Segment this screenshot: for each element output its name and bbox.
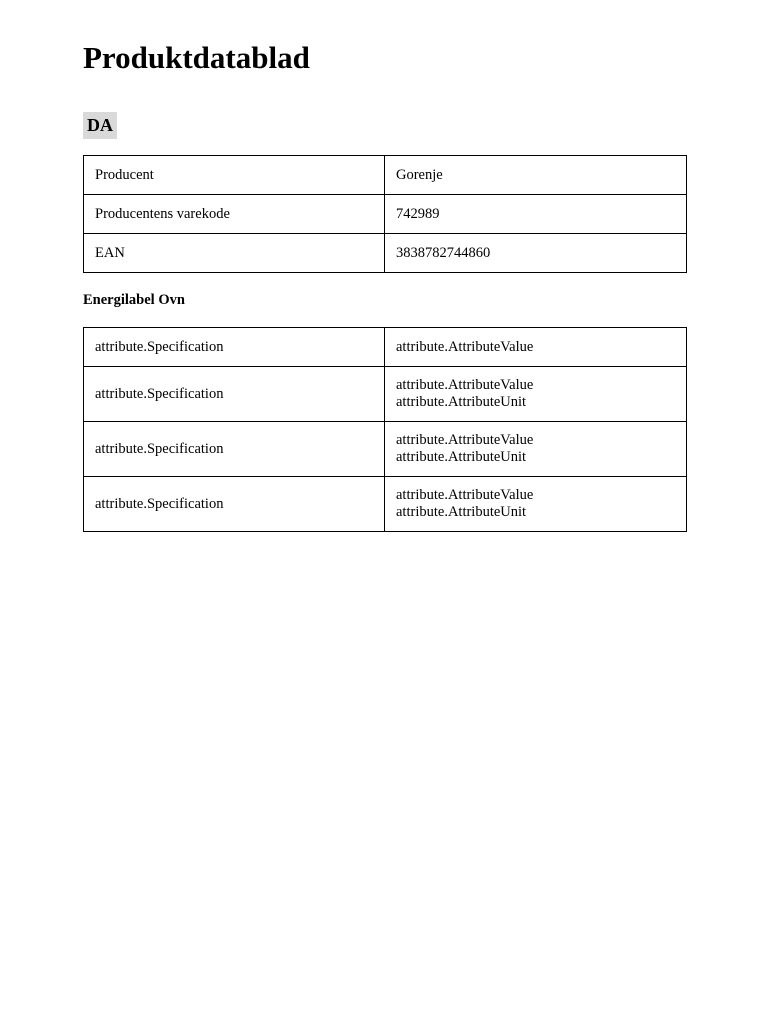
ean-label: EAN xyxy=(84,234,385,273)
specification-cell: attribute.Specification xyxy=(84,422,385,477)
specification-cell: attribute.Specification xyxy=(84,367,385,422)
page-title: Produktdatablad xyxy=(83,40,310,75)
table-row xyxy=(84,477,687,532)
value-cell xyxy=(385,367,687,422)
attribute-value: attribute.AttributeValue xyxy=(396,377,534,393)
value-cell xyxy=(385,477,687,532)
attribute-unit: attribute.AttributeUnit xyxy=(396,394,527,410)
attribute-unit: attribute.AttributeUnit xyxy=(396,504,527,520)
language-badge: DA xyxy=(83,112,117,139)
table-row xyxy=(84,328,687,367)
energy-label-heading: Energilabel Ovn xyxy=(83,292,185,308)
value-cell xyxy=(385,328,687,367)
attribute-unit: attribute.AttributeUnit xyxy=(396,449,527,465)
table-row xyxy=(84,234,687,273)
table-row xyxy=(84,195,687,234)
table-row xyxy=(84,156,687,195)
ean-value: 3838782744860 xyxy=(385,234,687,273)
value-cell xyxy=(385,422,687,477)
attribute-value: attribute.AttributeValue xyxy=(396,338,534,355)
manufacturer-label: Producent xyxy=(84,156,385,195)
manufacturer-value: Gorenje xyxy=(385,156,687,195)
product-info-table xyxy=(83,155,687,273)
product-code-label: Producentens varekode xyxy=(84,195,385,234)
specification-cell: attribute.Specification xyxy=(84,477,385,532)
table-row xyxy=(84,367,687,422)
attribute-value: attribute.AttributeValue xyxy=(396,487,534,503)
attribute-value: attribute.AttributeValue xyxy=(396,432,534,448)
specification-cell: attribute.Specification xyxy=(84,328,385,367)
table-row xyxy=(84,422,687,477)
energy-label-table xyxy=(83,327,687,532)
product-code-value: 742989 xyxy=(385,195,687,234)
